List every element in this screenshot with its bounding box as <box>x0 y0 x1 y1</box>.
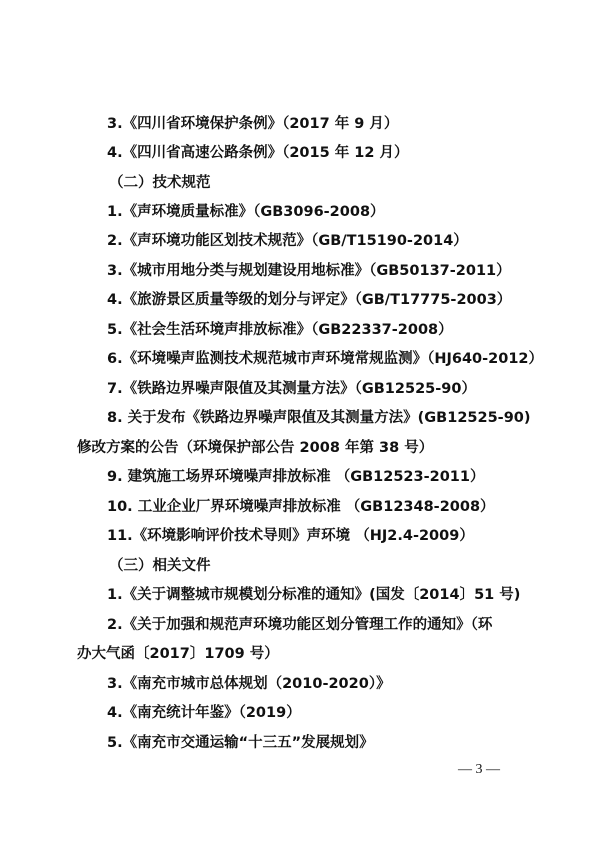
technical-item: 10. 工业企业厂界环境噪声排放标准 （GB12348-2008） <box>107 499 495 515</box>
technical-item: 3.《城市用地分类与规划建设用地标准》（GB50137-2011） <box>107 263 511 279</box>
technical-item: 4.《旅游景区质量等级的划分与评定》（GB/T17775-2003） <box>107 292 512 308</box>
technical-item: 5.《社会生活环境声排放标准》（GB22337-2008） <box>107 322 453 338</box>
technical-item: 11.《环境影响评价技术导则》声环境 （HJ2.4-2009） <box>107 528 474 544</box>
technical-item: 6.《环境噪声监测技术规范城市声环境常规监测》（HJ640-2012） <box>107 351 544 367</box>
section-heading-related: （三）相关文件 <box>109 558 211 574</box>
technical-item: 7.《铁路边界噪声限值及其测量方法》（GB12525-90） <box>107 381 476 397</box>
technical-item: 1.《声环境质量标准》（GB3096-2008） <box>107 204 385 220</box>
regulation-item: 3.《四川省环境保护条例》（2017 年 9 月） <box>107 116 399 132</box>
technical-item: 9. 建筑施工场界环境噪声排放标准 （GB12523-2011） <box>107 469 485 485</box>
related-item-continuation: 办大气函〔2017〕1709 号） <box>77 646 279 662</box>
page-number: — 3 — <box>458 762 500 777</box>
technical-item: 2.《声环境功能区划技术规范》（GB/T15190-2014） <box>107 233 468 249</box>
section-heading-technical: （二）技术规范 <box>109 175 211 191</box>
regulation-item: 4.《四川省高速公路条例》（2015 年 12 月） <box>107 145 409 161</box>
technical-item: 8. 关于发布《铁路边界噪声限值及其测量方法》(GB12525-90) <box>107 410 531 426</box>
technical-item-continuation: 修改方案的公告（环境保护部公告 2008 年第 38 号） <box>77 440 434 456</box>
related-item: 2.《关于加强和规范声环境功能区划分管理工作的通知》（环 <box>107 617 493 633</box>
related-item: 3.《南充市城市总体规划（2010-2020）》 <box>107 676 391 692</box>
related-item: 1.《关于调整城市规模划分标准的通知》(国发〔2014〕51 号) <box>107 587 521 603</box>
related-item: 4.《南充统计年鉴》（2019） <box>107 705 301 721</box>
related-item: 5.《南充市交通运输“十三五”发展规划》 <box>107 735 374 751</box>
